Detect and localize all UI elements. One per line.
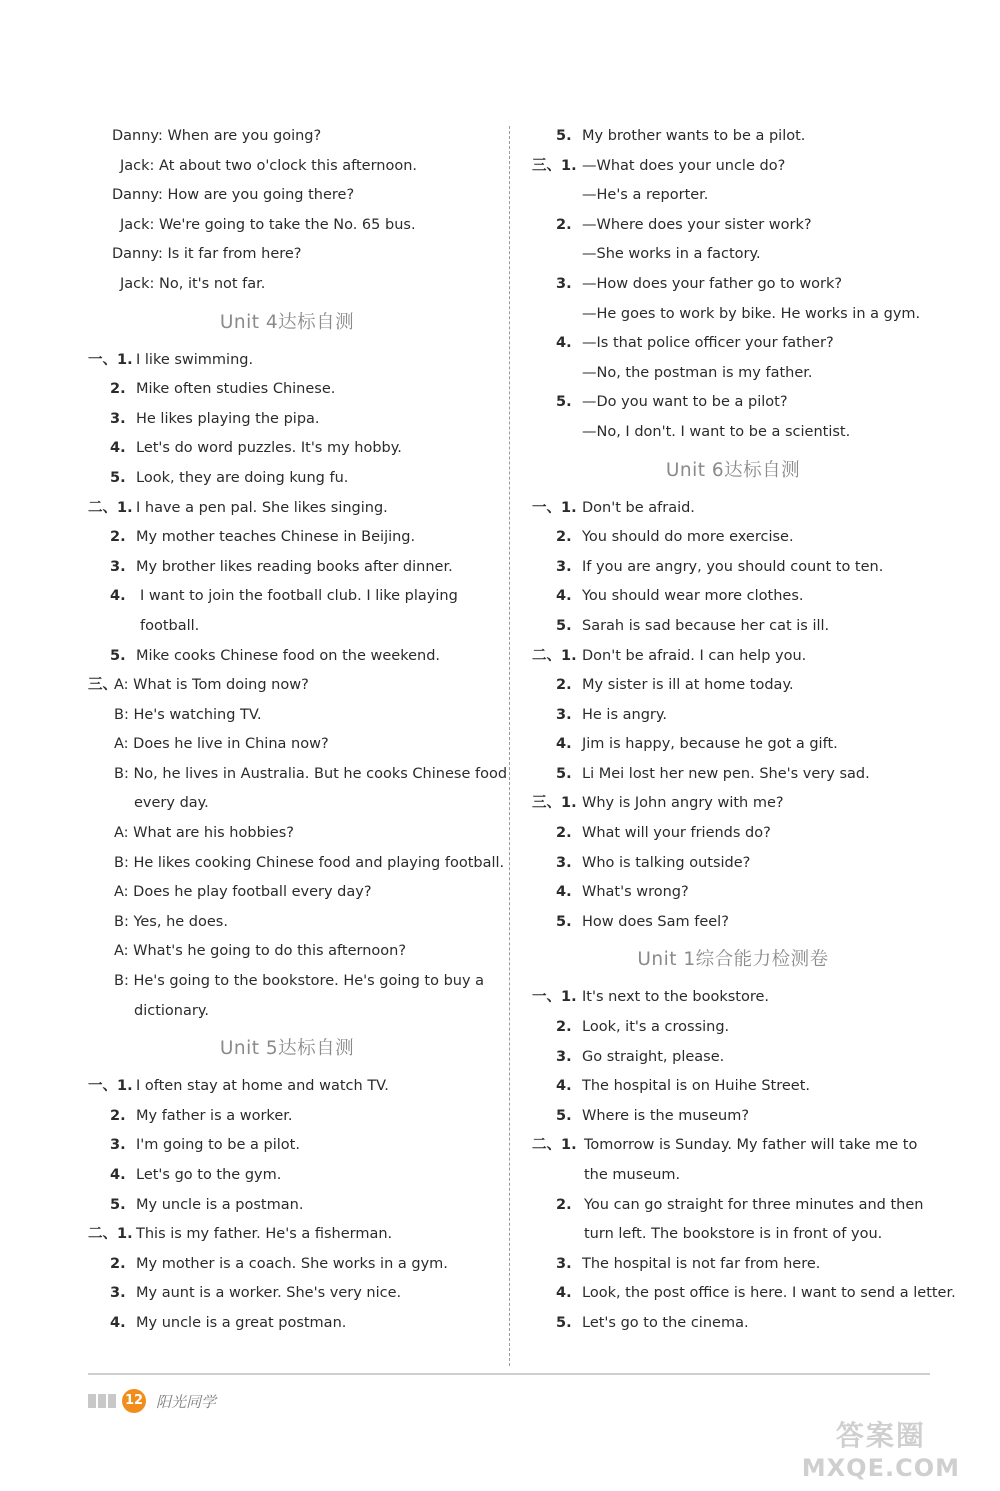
- answer-text: A: Does he play football every day?: [114, 884, 372, 901]
- answer-line: [528, 152, 938, 182]
- item-number: 三、1.: [532, 157, 577, 174]
- answer-line: [82, 181, 492, 211]
- answer-text: —Is that police officer your father?: [582, 335, 834, 352]
- answer-line: [82, 642, 492, 672]
- answer-text: Tomorrow is Sunday. My father will take me to: [584, 1137, 918, 1154]
- item-number: 一、1.: [88, 1078, 133, 1095]
- answer-text: You should wear more clothes.: [582, 588, 804, 605]
- item-number: 5.: [110, 647, 126, 664]
- answer-line: [82, 937, 492, 967]
- answer-line: [82, 730, 492, 760]
- answer-text: Jack: We're going to take the No. 65 bus.: [120, 216, 416, 233]
- item-number: 一、1.: [532, 499, 577, 516]
- section-heading: Unit 1综合能力检测卷: [637, 949, 829, 971]
- item-number: 3.: [556, 1048, 572, 1065]
- item-number: 二、1.: [88, 499, 133, 516]
- answer-text: B: Yes, he does.: [114, 913, 228, 930]
- item-number: 二、1.: [532, 1137, 577, 1154]
- item-number: 3.: [110, 410, 126, 427]
- answer-line: [82, 967, 492, 997]
- answer-line: [528, 553, 938, 583]
- item-number: 2.: [556, 825, 572, 842]
- answer-text: Danny: Is it far from here?: [112, 246, 302, 263]
- answer-line: [528, 211, 938, 241]
- answer-line: [82, 434, 492, 464]
- answer-text: The hospital is on Huihe Street.: [582, 1078, 811, 1095]
- answer-line: [528, 1013, 938, 1043]
- answer-text: My mother teaches Chinese in Beijing.: [136, 529, 416, 546]
- answer-line: [528, 181, 938, 211]
- answer-line: [528, 300, 938, 330]
- item-number: 5.: [556, 394, 572, 411]
- answer-line: [528, 1250, 938, 1280]
- answer-line: [528, 240, 938, 270]
- item-number: 4.: [110, 588, 126, 605]
- answer-text: Danny: When are you going?: [112, 128, 322, 144]
- item-number: 2.: [556, 216, 572, 233]
- section-heading: Unit 6达标自测: [665, 459, 801, 481]
- answer-line: [528, 612, 938, 642]
- answer-line: [82, 908, 492, 938]
- item-number: 4.: [110, 1314, 126, 1331]
- page-number: 12: [122, 1389, 146, 1413]
- answer-line: [82, 1309, 492, 1339]
- answer-line: [528, 1191, 938, 1221]
- answer-text: I'm going to be a pilot.: [136, 1137, 300, 1154]
- right-column: [528, 122, 956, 1339]
- item-number: 2.: [556, 677, 572, 694]
- left-column: [82, 122, 508, 1339]
- item-number: 5.: [110, 1196, 126, 1213]
- answer-text: B: He's watching TV.: [114, 706, 262, 723]
- answer-text: —Where does your sister work?: [582, 216, 812, 233]
- answer-line: [82, 1161, 492, 1191]
- answer-line: [82, 701, 492, 731]
- answer-text: —She works in a factory.: [582, 246, 761, 263]
- section-heading: Unit 4达标自测: [219, 311, 355, 333]
- answer-text: He likes playing the pipa.: [136, 410, 320, 427]
- answer-text: I like swimming.: [136, 351, 254, 368]
- answer-text: My mother is a coach. She works in a gym.: [136, 1255, 448, 1272]
- answer-line: [82, 760, 508, 790]
- item-number: 4.: [110, 440, 126, 457]
- answer-line: [528, 270, 938, 300]
- answer-line: [528, 760, 938, 790]
- answer-line: [528, 1102, 938, 1132]
- item-number: 三、: [88, 677, 117, 694]
- item-number: 5.: [556, 913, 572, 930]
- answer-line: [528, 582, 938, 612]
- item-number: 4.: [556, 736, 572, 753]
- item-number: 3.: [556, 706, 572, 723]
- answer-line: [82, 1102, 492, 1132]
- answer-line: [528, 329, 938, 359]
- answer-line: [528, 418, 938, 448]
- answer-line: [82, 464, 492, 494]
- answer-text: Jack: No, it's not far.: [120, 275, 266, 292]
- item-number: 3.: [556, 275, 572, 292]
- column-divider: [509, 126, 510, 1366]
- answer-line: [82, 523, 492, 553]
- answer-text: Don't be afraid.: [582, 499, 695, 516]
- item-number: 2.: [110, 1107, 126, 1124]
- answer-text: The hospital is not far from here.: [582, 1255, 821, 1272]
- answer-text: Mike often studies Chinese.: [136, 381, 336, 398]
- answer-line: [82, 1072, 492, 1102]
- answer-text: Go straight, please.: [582, 1048, 725, 1065]
- answer-line: [82, 553, 492, 583]
- answer-text: B: He's going to the bookstore. He's going to buy a: [114, 973, 485, 990]
- answer-line: [82, 405, 492, 435]
- answer-text: Look, they are doing kung fu.: [136, 469, 349, 486]
- answer-line: [528, 819, 938, 849]
- answer-line: [528, 1161, 938, 1191]
- answer-text: A: What's he going to do this afternoon?: [114, 943, 407, 960]
- item-number: 3.: [110, 558, 126, 575]
- answer-text: dictionary.: [134, 1002, 209, 1019]
- answer-line: [528, 523, 938, 553]
- answer-text: Danny: How are you going there?: [112, 187, 355, 204]
- answer-line: [528, 1131, 938, 1161]
- answer-line: [528, 908, 938, 938]
- item-number: 3.: [110, 1285, 126, 1302]
- item-number: 2.: [110, 529, 126, 546]
- answer-text: —Do you want to be a pilot?: [582, 394, 788, 411]
- item-number: 3.: [110, 1137, 126, 1154]
- watermark: [802, 1420, 960, 1484]
- answer-text: Don't be afraid. I can help you.: [582, 647, 807, 664]
- answer-text: A: What are his hobbies?: [114, 825, 294, 842]
- answer-text: Jim is happy, because he got a gift.: [582, 736, 838, 753]
- item-number: 4.: [556, 884, 572, 901]
- answer-line: [82, 346, 492, 376]
- answer-text: You should do more exercise.: [582, 529, 794, 546]
- answer-text: B: No, he lives in Australia. But he cooks Chinese food: [114, 765, 508, 782]
- item-number: 2.: [556, 1019, 572, 1036]
- answer-text: Where is the museum?: [582, 1107, 750, 1124]
- item-number: 5.: [556, 1107, 572, 1124]
- item-number: 二、1.: [532, 647, 577, 664]
- answer-text: My sister is ill at home today.: [582, 677, 794, 694]
- brand-logo: 阳光同学: [156, 1392, 217, 1411]
- answer-line: [82, 612, 492, 642]
- watermark-line2: MXQE.COM: [801, 1454, 960, 1482]
- item-number: 2.: [110, 1255, 126, 1272]
- answer-text: My brother likes reading books after dinner.: [136, 558, 453, 575]
- answer-text: Look, the post office is here. I want to send a letter.: [582, 1285, 956, 1302]
- answer-line: [82, 270, 492, 300]
- answer-line: [82, 152, 492, 182]
- answer-text: football.: [140, 617, 200, 634]
- answer-line: [82, 997, 492, 1027]
- answer-line: [82, 671, 492, 701]
- answer-text: Let's go to the cinema.: [582, 1314, 749, 1331]
- answer-line: [82, 878, 492, 908]
- answer-text: What's wrong?: [582, 884, 689, 901]
- answer-line: [82, 849, 505, 879]
- answer-text: the museum.: [584, 1167, 681, 1183]
- answer-line: [528, 849, 938, 879]
- answer-text: —He's a reporter.: [582, 187, 709, 204]
- item-number: 2.: [556, 529, 572, 546]
- answer-line: [82, 494, 492, 524]
- answer-line: [528, 642, 938, 672]
- answer-line: [528, 789, 938, 819]
- item-number: 2.: [110, 381, 126, 398]
- answer-line: [528, 730, 938, 760]
- answer-line: [528, 359, 938, 389]
- footer-bars-icon: [88, 1394, 116, 1408]
- answer-text: My uncle is a great postman.: [136, 1314, 347, 1331]
- answer-text: Who is talking outside?: [582, 854, 751, 871]
- answer-line: [528, 388, 938, 418]
- item-number: 3.: [556, 854, 572, 871]
- answer-text: My brother wants to be a pilot.: [582, 128, 806, 144]
- answer-line: [82, 1279, 492, 1309]
- item-number: 5.: [556, 128, 572, 144]
- answer-text: Li Mei lost her new pen. She's very sad.: [582, 765, 870, 782]
- item-number: 4.: [110, 1167, 126, 1183]
- answer-line: [82, 1131, 492, 1161]
- answer-line: [528, 1043, 938, 1073]
- answer-line: [528, 1072, 938, 1102]
- answer-line: [528, 671, 938, 701]
- footer-rule: [88, 1373, 930, 1375]
- answer-text: This is my father. He's a fisherman.: [136, 1226, 393, 1243]
- answer-line: [82, 1191, 492, 1221]
- item-number: 5.: [110, 469, 126, 486]
- answer-line: [528, 1279, 956, 1309]
- answer-text: Mike cooks Chinese food on the weekend.: [136, 647, 441, 664]
- answer-text: I want to join the football club. I like playing: [140, 588, 458, 605]
- answer-line: [82, 122, 492, 152]
- answer-text: I have a pen pal. She likes singing.: [136, 499, 388, 516]
- answer-line: [528, 1309, 938, 1339]
- answer-text: My aunt is a worker. She's very nice.: [136, 1285, 402, 1302]
- answer-text: What will your friends do?: [582, 825, 771, 842]
- answer-line: [82, 819, 492, 849]
- answer-line: [82, 375, 492, 405]
- answer-line: [82, 1220, 492, 1250]
- item-number: 二、1.: [88, 1226, 133, 1243]
- answer-line: [82, 789, 492, 819]
- answer-text: B: He likes cooking Chinese food and playing football.: [114, 854, 505, 871]
- answer-line: [528, 878, 938, 908]
- answer-text: —He goes to work by bike. He works in a gym.: [582, 305, 921, 322]
- answer-text: I often stay at home and watch TV.: [136, 1078, 389, 1095]
- item-number: 4.: [556, 1285, 572, 1302]
- answer-text: A: What is Tom doing now?: [114, 677, 309, 694]
- answer-text: —No, I don't. I want to be a scientist.: [582, 423, 851, 440]
- answer-text: How does Sam feel?: [582, 913, 729, 930]
- answer-text: —How does your father go to work?: [582, 275, 843, 292]
- item-number: 4.: [556, 1078, 572, 1095]
- answer-text: A: Does he live in China now?: [114, 736, 329, 753]
- answer-text: My father is a worker.: [136, 1107, 293, 1124]
- answer-text: Let's go to the gym.: [136, 1167, 282, 1183]
- answer-line: [528, 701, 938, 731]
- item-number: 4.: [556, 588, 572, 605]
- answer-text: Look, it's a crossing.: [582, 1019, 730, 1036]
- item-number: 2.: [556, 1196, 572, 1213]
- answer-text: Sarah is sad because her cat is ill.: [582, 617, 830, 634]
- answer-line: [528, 122, 938, 152]
- watermark-line1: 答案圈: [835, 1419, 926, 1452]
- answer-text: every day.: [134, 795, 209, 812]
- answer-line: [528, 494, 938, 524]
- answer-text: It's next to the bookstore.: [582, 989, 770, 1006]
- item-number: 3.: [556, 1255, 572, 1272]
- answer-text: If you are angry, you should count to ten.: [582, 558, 884, 575]
- answer-text: —No, the postman is my father.: [582, 364, 813, 381]
- page-footer: [88, 1386, 216, 1416]
- answer-text: Let's do word puzzles. It's my hobby.: [136, 440, 402, 457]
- answer-line: [82, 1250, 492, 1280]
- answer-line: [528, 1220, 938, 1250]
- item-number: 一、1.: [532, 989, 577, 1006]
- answer-line: [82, 582, 492, 612]
- answer-line: [82, 240, 492, 270]
- item-number: 3.: [556, 558, 572, 575]
- answer-text: You can go straight for three minutes and then: [584, 1196, 924, 1213]
- answer-text: —What does your uncle do?: [582, 157, 786, 174]
- answer-text: turn left. The bookstore is in front of you.: [584, 1226, 883, 1243]
- answer-text: Jack: At about two o'clock this afternoon.: [120, 157, 418, 174]
- answer-text: Why is John angry with me?: [582, 795, 784, 812]
- item-number: 5.: [556, 765, 572, 782]
- item-number: 5.: [556, 1314, 572, 1331]
- item-number: 5.: [556, 617, 572, 634]
- item-number: 三、1.: [532, 795, 577, 812]
- item-number: 一、1.: [88, 351, 133, 368]
- item-number: 4.: [556, 335, 572, 352]
- section-heading: Unit 5达标自测: [219, 1038, 355, 1060]
- answer-text: My uncle is a postman.: [136, 1196, 304, 1213]
- answer-line: [82, 211, 492, 241]
- answer-text: He is angry.: [582, 706, 667, 723]
- answer-line: [528, 983, 938, 1013]
